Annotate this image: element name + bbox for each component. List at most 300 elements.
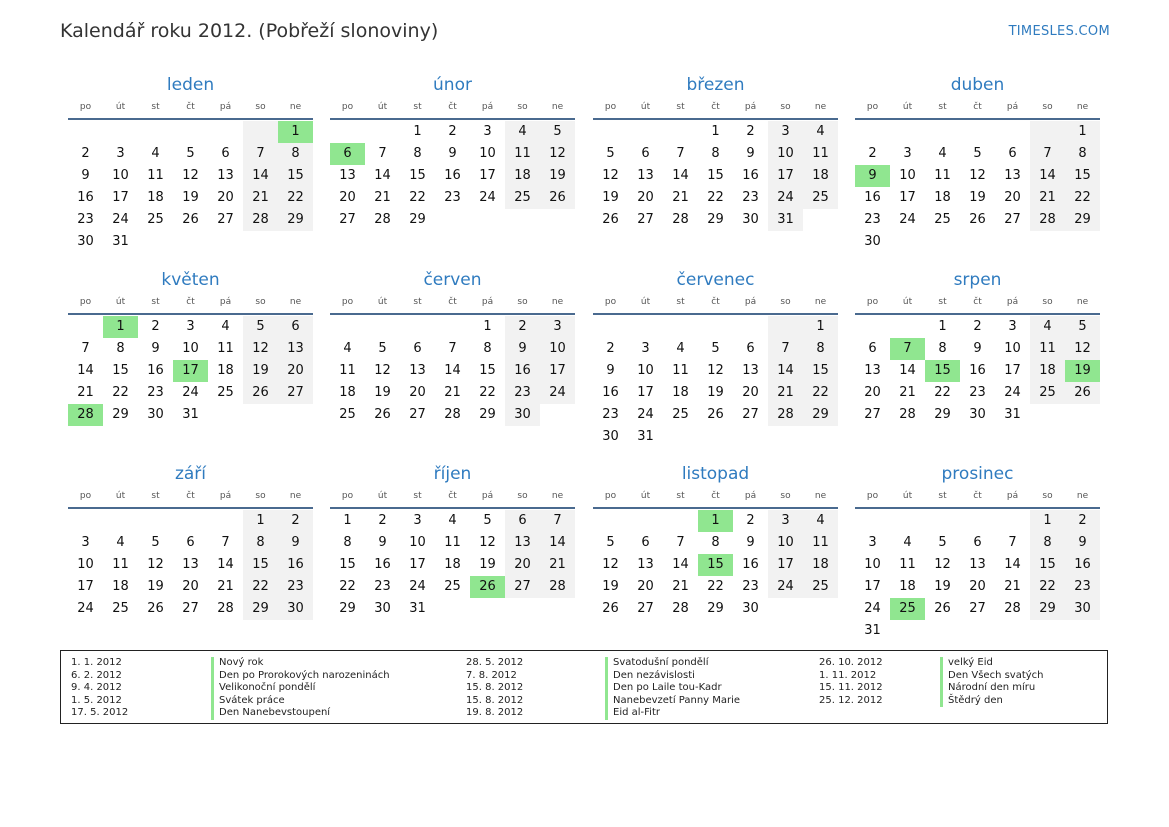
day-cell: 26 bbox=[602, 212, 619, 227]
weekday-label: po bbox=[79, 491, 92, 501]
day-cell: 24 bbox=[77, 601, 94, 616]
day-cell: 11 bbox=[803, 532, 838, 554]
day-cell: 22 bbox=[707, 579, 724, 594]
holiday-day: 19 bbox=[1065, 360, 1100, 382]
day-cell: 12 bbox=[1065, 338, 1100, 360]
holiday-day: 1 bbox=[103, 316, 138, 338]
day-cell: 3 bbox=[768, 510, 803, 532]
day-cell: 12 bbox=[934, 557, 951, 572]
empty-cell bbox=[330, 316, 365, 338]
weekday-label: út bbox=[640, 491, 651, 501]
day-cell: 19 bbox=[602, 190, 619, 205]
weekday-label: út bbox=[902, 102, 913, 112]
day-cell: 6 bbox=[868, 341, 877, 356]
day-cell: 17 bbox=[479, 168, 496, 183]
weekday-header bbox=[855, 489, 1100, 509]
month-5 bbox=[68, 269, 313, 426]
day-cell: 11 bbox=[339, 363, 356, 378]
day-cell: 14 bbox=[444, 363, 461, 378]
day-cell: 5 bbox=[378, 341, 387, 356]
weekday-label: ne bbox=[551, 102, 564, 112]
day-cell: 6 bbox=[413, 341, 422, 356]
weekday-label: po bbox=[604, 297, 617, 307]
weekday-label: pá bbox=[744, 102, 757, 112]
month-name: srpen bbox=[953, 270, 1002, 290]
day-cell: 23 bbox=[374, 579, 391, 594]
weekday-label: st bbox=[151, 297, 160, 307]
day-cell: 8 bbox=[343, 535, 352, 550]
day-cell: 2 bbox=[448, 124, 457, 139]
day-grid bbox=[68, 121, 313, 253]
empty-cell bbox=[890, 121, 925, 143]
day-cell: 1 bbox=[803, 316, 838, 338]
day-cell: 6 bbox=[221, 146, 230, 161]
weekday-label: so bbox=[255, 102, 266, 112]
day-cell: 24 bbox=[182, 385, 199, 400]
day-cell: 4 bbox=[938, 146, 947, 161]
day-cell: 31 bbox=[864, 623, 881, 638]
day-cell: 24 bbox=[864, 601, 881, 616]
day-cell: 14 bbox=[899, 363, 916, 378]
day-cell: 7 bbox=[1030, 143, 1065, 165]
weekday-label: út bbox=[902, 297, 913, 307]
day-cell: 13 bbox=[217, 168, 234, 183]
day-cell: 29 bbox=[1030, 598, 1065, 620]
empty-cell bbox=[68, 121, 103, 143]
day-cell: 29 bbox=[112, 407, 129, 422]
day-cell: 2 bbox=[81, 146, 90, 161]
day-cell: 14 bbox=[217, 557, 234, 572]
day-cell: 30 bbox=[147, 407, 164, 422]
legend-holiday-name: Svatodušní pondělí bbox=[605, 657, 740, 670]
legend-date: 1. 1. 2012 bbox=[71, 657, 122, 668]
empty-cell bbox=[925, 510, 960, 532]
holiday-day: 28 bbox=[68, 404, 103, 426]
empty-cell bbox=[173, 121, 208, 143]
weekday-label: út bbox=[115, 297, 126, 307]
holiday-day: 25 bbox=[890, 598, 925, 620]
day-cell: 16 bbox=[374, 557, 391, 572]
day-cell: 16 bbox=[77, 190, 94, 205]
empty-cell bbox=[855, 121, 890, 143]
weekday-label: po bbox=[866, 297, 879, 307]
empty-cell bbox=[960, 121, 995, 143]
empty-cell bbox=[663, 316, 698, 338]
day-cell: 4 bbox=[343, 341, 352, 356]
holiday-day: 15 bbox=[698, 554, 733, 576]
day-cell: 21 bbox=[1004, 579, 1021, 594]
day-cell: 10 bbox=[899, 168, 916, 183]
day-cell: 14 bbox=[1004, 557, 1021, 572]
empty-cell bbox=[330, 121, 365, 143]
day-cell: 21 bbox=[217, 579, 234, 594]
day-cell: 7 bbox=[448, 341, 457, 356]
day-cell: 14 bbox=[768, 360, 803, 382]
holiday-day: 6 bbox=[330, 143, 365, 165]
day-cell: 8 bbox=[413, 146, 422, 161]
empty-cell bbox=[173, 510, 208, 532]
day-grid bbox=[68, 510, 313, 620]
day-cell: 28 bbox=[768, 404, 803, 426]
day-cell: 14 bbox=[77, 363, 94, 378]
empty-cell bbox=[68, 316, 103, 338]
day-cell: 8 bbox=[278, 143, 313, 165]
day-cell: 9 bbox=[278, 532, 313, 554]
day-cell: 22 bbox=[803, 382, 838, 404]
empty-cell bbox=[208, 510, 243, 532]
day-cell: 5 bbox=[540, 121, 575, 143]
day-cell: 4 bbox=[116, 535, 125, 550]
day-cell: 8 bbox=[1065, 143, 1100, 165]
day-cell: 13 bbox=[182, 557, 199, 572]
day-cell: 8 bbox=[803, 338, 838, 360]
day-cell: 27 bbox=[969, 601, 986, 616]
empty-cell bbox=[995, 121, 1030, 143]
holiday-day: 26 bbox=[470, 576, 505, 598]
day-cell: 24 bbox=[637, 407, 654, 422]
weekday-label: ne bbox=[551, 491, 564, 501]
day-grid bbox=[330, 510, 575, 620]
legend-col-2-dates bbox=[466, 657, 523, 720]
day-cell: 12 bbox=[243, 338, 278, 360]
day-cell: 21 bbox=[899, 385, 916, 400]
empty-cell bbox=[855, 316, 890, 338]
legend-holiday-name: Eid al-Fitr bbox=[605, 707, 740, 720]
day-cell: 26 bbox=[969, 212, 986, 227]
weekday-label: so bbox=[1042, 491, 1053, 501]
day-cell: 5 bbox=[243, 316, 278, 338]
day-cell: 3 bbox=[1008, 319, 1017, 334]
day-cell: 20 bbox=[278, 360, 313, 382]
day-cell: 13 bbox=[969, 557, 986, 572]
site-link[interactable]: TIMESLES.COM bbox=[1008, 24, 1110, 39]
day-cell: 15 bbox=[1030, 554, 1065, 576]
day-cell: 23 bbox=[147, 385, 164, 400]
day-cell: 17 bbox=[540, 360, 575, 382]
day-cell: 29 bbox=[1065, 209, 1100, 231]
legend-date: 15. 8. 2012 bbox=[466, 694, 524, 706]
day-cell: 31 bbox=[112, 234, 129, 249]
weekday-label: pá bbox=[744, 491, 757, 501]
legend-holiday-name: Svátek práce bbox=[211, 695, 390, 708]
day-cell: 13 bbox=[409, 363, 426, 378]
day-cell: 28 bbox=[444, 407, 461, 422]
weekday-label: st bbox=[676, 102, 685, 112]
weekday-label: čt bbox=[973, 491, 982, 501]
weekday-label: st bbox=[938, 102, 947, 112]
weekday-label: st bbox=[413, 102, 422, 112]
legend-date: 15. 11. 2012 bbox=[819, 682, 883, 694]
day-cell: 4 bbox=[803, 121, 838, 143]
day-cell: 12 bbox=[602, 168, 619, 183]
day-cell: 30 bbox=[864, 234, 881, 249]
day-cell: 27 bbox=[742, 407, 759, 422]
day-cell: 20 bbox=[339, 190, 356, 205]
day-cell: 26 bbox=[182, 212, 199, 227]
day-cell: 16 bbox=[147, 363, 164, 378]
day-cell: 2 bbox=[505, 316, 540, 338]
day-cell: 22 bbox=[707, 190, 724, 205]
weekday-label: st bbox=[938, 491, 947, 501]
weekday-label: čt bbox=[448, 491, 457, 501]
empty-cell bbox=[890, 510, 925, 532]
day-cell: 1 bbox=[483, 319, 492, 334]
day-cell: 4 bbox=[803, 510, 838, 532]
day-cell: 12 bbox=[374, 363, 391, 378]
day-cell: 7 bbox=[243, 143, 278, 165]
day-cell: 15 bbox=[803, 360, 838, 382]
day-cell: 23 bbox=[444, 190, 461, 205]
weekday-label: ne bbox=[814, 102, 827, 112]
legend-date: 28. 5. 2012 bbox=[466, 657, 524, 668]
day-cell: 27 bbox=[1004, 212, 1021, 227]
day-cell: 23 bbox=[278, 576, 313, 598]
empty-cell bbox=[663, 121, 698, 143]
empty-cell bbox=[435, 316, 470, 338]
day-cell: 19 bbox=[540, 165, 575, 187]
day-cell: 10 bbox=[637, 363, 654, 378]
month-name: listopad bbox=[681, 464, 750, 484]
weekday-label: so bbox=[780, 102, 791, 112]
day-cell: 20 bbox=[1004, 190, 1021, 205]
weekday-label: pá bbox=[219, 297, 232, 307]
weekday-label: pá bbox=[481, 102, 494, 112]
day-cell: 15 bbox=[707, 168, 724, 183]
day-cell: 10 bbox=[112, 168, 129, 183]
day-cell: 20 bbox=[637, 190, 654, 205]
day-cell: 9 bbox=[378, 535, 387, 550]
day-cell: 11 bbox=[112, 557, 129, 572]
day-cell: 13 bbox=[505, 532, 540, 554]
day-cell: 2 bbox=[278, 510, 313, 532]
day-cell: 2 bbox=[151, 319, 160, 334]
day-cell: 21 bbox=[444, 385, 461, 400]
weekday-label: so bbox=[255, 297, 266, 307]
day-cell: 27 bbox=[182, 601, 199, 616]
day-cell: 30 bbox=[742, 212, 759, 227]
day-cell: 27 bbox=[637, 601, 654, 616]
month-8 bbox=[855, 269, 1100, 426]
day-cell: 25 bbox=[1030, 382, 1065, 404]
weekday-label: ne bbox=[814, 491, 827, 501]
weekday-label: so bbox=[780, 491, 791, 501]
day-cell: 3 bbox=[116, 146, 125, 161]
day-cell: 27 bbox=[409, 407, 426, 422]
empty-cell bbox=[855, 510, 890, 532]
day-cell: 21 bbox=[672, 190, 689, 205]
day-cell: 5 bbox=[606, 146, 615, 161]
legend-col-1-names bbox=[211, 657, 390, 720]
day-cell: 28 bbox=[374, 212, 391, 227]
month-name: prosinec bbox=[941, 464, 1014, 484]
weekday-label: út bbox=[640, 102, 651, 112]
day-cell: 25 bbox=[934, 212, 951, 227]
legend-date: 1. 11. 2012 bbox=[819, 669, 877, 681]
empty-cell bbox=[1030, 121, 1065, 143]
day-cell: 8 bbox=[711, 146, 720, 161]
weekday-label: po bbox=[866, 491, 879, 501]
empty-cell bbox=[768, 316, 803, 338]
day-cell: 14 bbox=[374, 168, 391, 183]
legend-holiday-name: Štědrý den bbox=[940, 695, 1044, 708]
day-cell: 1 bbox=[343, 513, 352, 528]
day-cell: 3 bbox=[186, 319, 195, 334]
day-cell: 8 bbox=[711, 535, 720, 550]
day-cell: 4 bbox=[221, 319, 230, 334]
day-cell: 11 bbox=[444, 535, 461, 550]
day-cell: 20 bbox=[505, 554, 540, 576]
weekday-label: čt bbox=[973, 102, 982, 112]
weekday-label: ne bbox=[551, 297, 564, 307]
day-cell: 5 bbox=[483, 513, 492, 528]
legend-col-1-dates bbox=[71, 657, 128, 720]
legend-holiday-name: Den Nanebevstoupení bbox=[211, 707, 390, 720]
day-cell: 29 bbox=[409, 212, 426, 227]
weekday-label: ne bbox=[1076, 297, 1089, 307]
day-cell: 7 bbox=[768, 338, 803, 360]
empty-cell bbox=[593, 316, 628, 338]
day-cell: 17 bbox=[112, 190, 129, 205]
legend-holiday-name: Nanebevzetí Panny Marie bbox=[605, 695, 740, 708]
empty-cell bbox=[995, 510, 1030, 532]
weekday-header bbox=[330, 295, 575, 315]
day-cell: 20 bbox=[864, 385, 881, 400]
day-cell: 16 bbox=[602, 385, 619, 400]
day-cell: 24 bbox=[899, 212, 916, 227]
day-grid bbox=[330, 316, 575, 426]
day-cell: 1 bbox=[413, 124, 422, 139]
day-cell: 17 bbox=[409, 557, 426, 572]
day-cell: 13 bbox=[278, 338, 313, 360]
day-cell: 6 bbox=[641, 146, 650, 161]
day-cell: 10 bbox=[1004, 341, 1021, 356]
weekday-label: pá bbox=[481, 297, 494, 307]
day-cell: 9 bbox=[151, 341, 160, 356]
day-cell: 13 bbox=[637, 557, 654, 572]
holiday-legend bbox=[60, 650, 1108, 724]
day-grid bbox=[68, 316, 313, 426]
weekday-label: út bbox=[902, 491, 913, 501]
day-cell: 23 bbox=[969, 385, 986, 400]
day-cell: 6 bbox=[278, 316, 313, 338]
day-cell: 18 bbox=[217, 363, 234, 378]
day-cell: 19 bbox=[934, 579, 951, 594]
day-cell: 22 bbox=[1030, 576, 1065, 598]
day-cell: 10 bbox=[182, 341, 199, 356]
day-cell: 12 bbox=[479, 535, 496, 550]
day-cell: 25 bbox=[505, 187, 540, 209]
weekday-label: ne bbox=[814, 297, 827, 307]
day-cell: 17 bbox=[1004, 363, 1021, 378]
weekday-label: so bbox=[255, 491, 266, 501]
day-grid bbox=[855, 121, 1100, 253]
day-cell: 7 bbox=[676, 146, 685, 161]
month-name: březen bbox=[686, 75, 745, 95]
day-cell: 26 bbox=[602, 601, 619, 616]
day-cell: 12 bbox=[540, 143, 575, 165]
day-cell: 23 bbox=[602, 407, 619, 422]
day-cell: 19 bbox=[243, 360, 278, 382]
weekday-label: út bbox=[115, 102, 126, 112]
day-cell: 29 bbox=[934, 407, 951, 422]
weekday-label: ne bbox=[289, 491, 302, 501]
weekday-label: so bbox=[780, 297, 791, 307]
day-grid bbox=[593, 316, 838, 448]
day-cell: 18 bbox=[803, 165, 838, 187]
weekday-label: út bbox=[377, 102, 388, 112]
day-cell: 22 bbox=[479, 385, 496, 400]
empty-cell bbox=[365, 316, 400, 338]
day-cell: 23 bbox=[742, 190, 759, 205]
weekday-label: ne bbox=[1076, 102, 1089, 112]
day-cell: 29 bbox=[278, 209, 313, 231]
weekday-label: po bbox=[341, 102, 354, 112]
day-cell: 5 bbox=[606, 535, 615, 550]
day-cell: 18 bbox=[505, 165, 540, 187]
day-cell: 21 bbox=[540, 554, 575, 576]
month-name: říjen bbox=[433, 464, 472, 484]
weekday-label: ne bbox=[289, 102, 302, 112]
day-cell: 8 bbox=[116, 341, 125, 356]
day-cell: 3 bbox=[483, 124, 492, 139]
weekday-header bbox=[68, 100, 313, 120]
day-cell: 14 bbox=[1030, 165, 1065, 187]
day-cell: 12 bbox=[182, 168, 199, 183]
month-name: červenec bbox=[676, 270, 755, 290]
day-cell: 18 bbox=[444, 557, 461, 572]
weekday-label: út bbox=[640, 297, 651, 307]
day-cell: 2 bbox=[606, 341, 615, 356]
day-cell: 15 bbox=[1065, 165, 1100, 187]
day-cell: 24 bbox=[479, 190, 496, 205]
holiday-day: 7 bbox=[890, 338, 925, 360]
day-cell: 23 bbox=[77, 212, 94, 227]
holiday-day: 1 bbox=[698, 510, 733, 532]
day-cell: 11 bbox=[1030, 338, 1065, 360]
month-1 bbox=[68, 74, 313, 253]
weekday-header bbox=[593, 489, 838, 509]
legend-holiday-name: Den po Prorokových narozeninách bbox=[211, 670, 390, 683]
day-cell: 2 bbox=[973, 319, 982, 334]
weekday-label: po bbox=[79, 102, 92, 112]
day-cell: 18 bbox=[934, 190, 951, 205]
legend-col-3-dates bbox=[819, 657, 883, 707]
day-cell: 24 bbox=[768, 187, 803, 209]
day-cell: 21 bbox=[374, 190, 391, 205]
day-cell: 17 bbox=[637, 385, 654, 400]
empty-cell bbox=[733, 316, 768, 338]
day-cell: 9 bbox=[746, 535, 755, 550]
weekday-label: po bbox=[604, 491, 617, 501]
day-cell: 26 bbox=[243, 382, 278, 404]
day-cell: 20 bbox=[409, 385, 426, 400]
day-cell: 18 bbox=[672, 385, 689, 400]
month-3 bbox=[593, 74, 838, 231]
day-cell: 21 bbox=[243, 187, 278, 209]
day-cell: 29 bbox=[243, 598, 278, 620]
day-cell: 13 bbox=[637, 168, 654, 183]
day-cell: 3 bbox=[540, 316, 575, 338]
weekday-label: čt bbox=[711, 491, 720, 501]
legend-holiday-name: Velikonoční pondělí bbox=[211, 682, 390, 695]
day-cell: 23 bbox=[864, 212, 881, 227]
weekday-label: ne bbox=[1076, 491, 1089, 501]
day-cell: 23 bbox=[742, 579, 759, 594]
day-cell: 19 bbox=[182, 190, 199, 205]
legend-holiday-name: Den Všech svatých bbox=[940, 670, 1044, 683]
day-cell: 29 bbox=[339, 601, 356, 616]
empty-cell bbox=[628, 510, 663, 532]
